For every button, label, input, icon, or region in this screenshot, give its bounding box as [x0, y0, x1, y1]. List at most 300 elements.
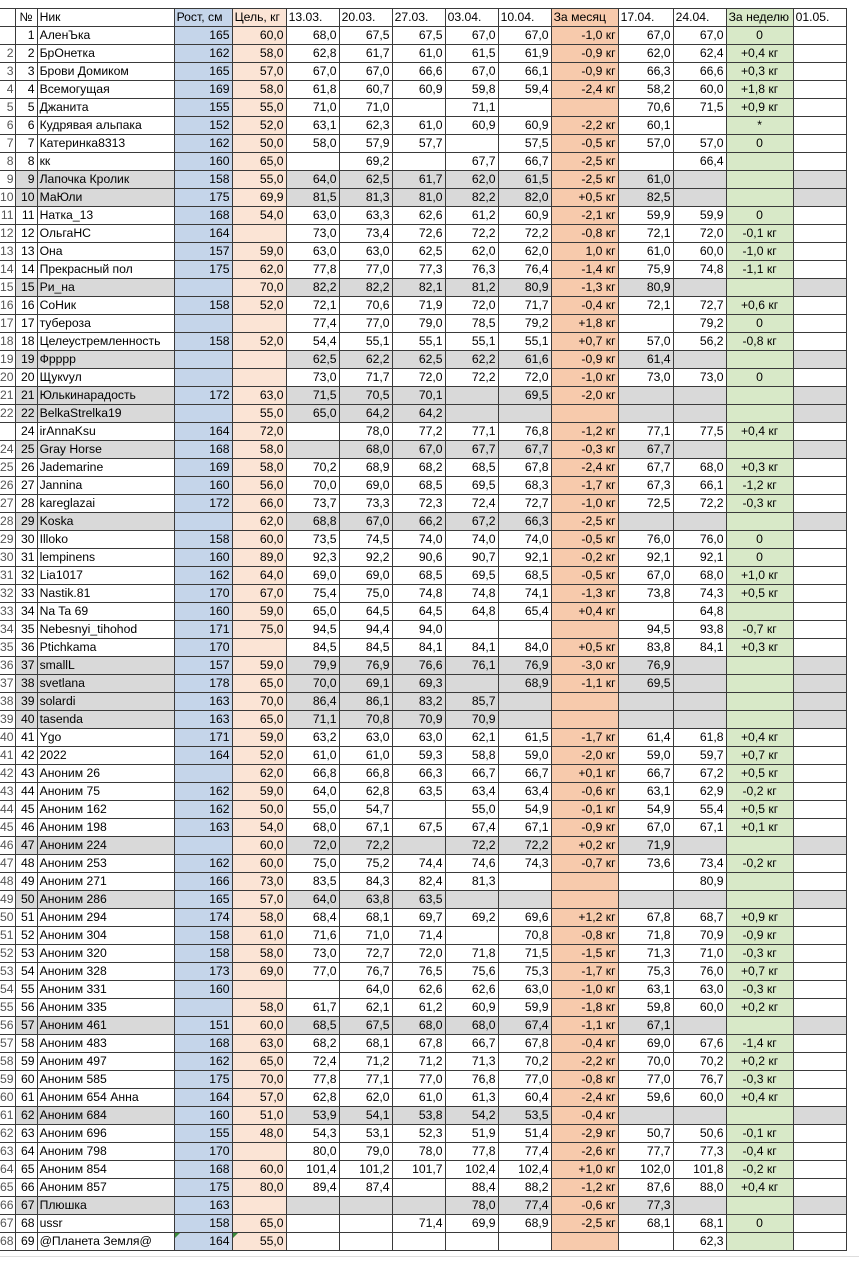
row-header[interactable]: 22: [0, 405, 15, 423]
cell-nick[interactable]: Аноним 585: [37, 1071, 174, 1089]
cell-weight[interactable]: 76,0: [618, 531, 673, 549]
cell-weight[interactable]: 63,0: [673, 981, 726, 999]
cell-weight[interactable]: [445, 675, 498, 693]
cell-no[interactable]: 59: [15, 1053, 37, 1071]
cell-weight[interactable]: 84,0: [498, 639, 551, 657]
row-header[interactable]: 41: [0, 747, 15, 765]
cell-height[interactable]: 168: [174, 207, 232, 225]
cell-week-change[interactable]: [726, 603, 793, 621]
cell-weight[interactable]: 89,4: [286, 1179, 339, 1197]
cell-nick[interactable]: Jannina: [37, 477, 174, 495]
cell-weight[interactable]: 59,0: [498, 747, 551, 765]
cell-no[interactable]: 7: [15, 135, 37, 153]
cell-week-change[interactable]: 0: [726, 1215, 793, 1233]
cell-weight[interactable]: 71,2: [339, 1053, 392, 1071]
cell-goal[interactable]: 57,0: [232, 891, 286, 909]
cell-no[interactable]: 57: [15, 1017, 37, 1035]
cell-weight[interactable]: 64,0: [286, 783, 339, 801]
cell-weight[interactable]: [618, 1107, 673, 1125]
cell-height[interactable]: 160: [174, 153, 232, 171]
cell-weight[interactable]: [392, 1233, 445, 1251]
cell-nick[interactable]: lempinens: [37, 549, 174, 567]
cell-weight[interactable]: 70,8: [498, 927, 551, 945]
cell-weight[interactable]: 66,3: [498, 513, 551, 531]
cell-weight[interactable]: [793, 513, 846, 531]
cell-height[interactable]: [174, 513, 232, 531]
cell-week-change[interactable]: +0,5 кг: [726, 765, 793, 783]
cell-month-change[interactable]: -2,0 кг: [551, 387, 618, 405]
cell-weight[interactable]: 81,2: [445, 279, 498, 297]
cell-no[interactable]: 29: [15, 513, 37, 531]
cell-weight[interactable]: 72,1: [618, 297, 673, 315]
cell-weight[interactable]: 74,6: [445, 855, 498, 873]
cell-weight[interactable]: 59,9: [673, 207, 726, 225]
cell-weight[interactable]: [793, 333, 846, 351]
cell-weight[interactable]: 74,0: [445, 531, 498, 549]
row-header[interactable]: 49: [0, 891, 15, 909]
cell-weight[interactable]: 76,1: [445, 657, 498, 675]
cell-week-change[interactable]: +0,1 кг: [726, 819, 793, 837]
cell-weight[interactable]: [618, 387, 673, 405]
cell-weight[interactable]: 92,2: [339, 549, 392, 567]
cell-weight[interactable]: 67,0: [445, 63, 498, 81]
cell-weight[interactable]: 71,0: [673, 945, 726, 963]
cell-weight[interactable]: [618, 873, 673, 891]
cell-weight[interactable]: 77,8: [286, 261, 339, 279]
cell-weight[interactable]: 71,0: [286, 99, 339, 117]
cell-goal[interactable]: 60,0: [232, 1017, 286, 1035]
cell-weight[interactable]: 67,8: [498, 1035, 551, 1053]
cell-goal[interactable]: 52,0: [232, 297, 286, 315]
cell-week-change[interactable]: +0,2 кг: [726, 999, 793, 1017]
cell-weight[interactable]: 61,7: [392, 171, 445, 189]
cell-weight[interactable]: [673, 891, 726, 909]
cell-weight[interactable]: 88,2: [498, 1179, 551, 1197]
cell-weight[interactable]: 62,3: [339, 117, 392, 135]
cell-weight[interactable]: 59,9: [618, 207, 673, 225]
cell-goal[interactable]: 54,0: [232, 819, 286, 837]
cell-no[interactable]: 56: [15, 999, 37, 1017]
cell-height[interactable]: 163: [174, 711, 232, 729]
cell-weight[interactable]: [793, 63, 846, 81]
cell-week-change[interactable]: +0,4 кг: [726, 1179, 793, 1197]
cell-weight[interactable]: [286, 981, 339, 999]
cell-goal[interactable]: 48,0: [232, 1125, 286, 1143]
cell-goal[interactable]: 60,0: [232, 27, 286, 45]
cell-no[interactable]: 4: [15, 81, 37, 99]
cell-height[interactable]: 171: [174, 729, 232, 747]
cell-weight[interactable]: 61,8: [286, 81, 339, 99]
cell-week-change[interactable]: +0,7 кг: [726, 963, 793, 981]
cell-weight[interactable]: 62,5: [392, 243, 445, 261]
cell-weight[interactable]: [793, 729, 846, 747]
cell-goal[interactable]: [232, 1197, 286, 1215]
cell-weight[interactable]: 72,3: [392, 495, 445, 513]
cell-weight[interactable]: 81,3: [445, 873, 498, 891]
cell-weight[interactable]: [793, 603, 846, 621]
cell-weight[interactable]: [673, 1017, 726, 1035]
cell-weight[interactable]: 69,9: [445, 1215, 498, 1233]
cell-weight[interactable]: [793, 387, 846, 405]
cell-weight[interactable]: 66,8: [339, 765, 392, 783]
cell-weight[interactable]: 90,6: [392, 549, 445, 567]
cell-weight[interactable]: 76,6: [392, 657, 445, 675]
cell-weight[interactable]: 69,3: [392, 675, 445, 693]
row-header[interactable]: 56: [0, 1017, 15, 1035]
cell-weight[interactable]: [445, 891, 498, 909]
cell-weight[interactable]: 72,0: [445, 297, 498, 315]
cell-week-change[interactable]: 0: [726, 135, 793, 153]
cell-weight[interactable]: [673, 711, 726, 729]
cell-weight[interactable]: 54,4: [286, 333, 339, 351]
cell-weight[interactable]: 70,1: [392, 387, 445, 405]
cell-weight[interactable]: [618, 603, 673, 621]
cell-weight[interactable]: 74,0: [392, 531, 445, 549]
row-header[interactable]: 39: [0, 711, 15, 729]
cell-nick[interactable]: Всемогущая: [37, 81, 174, 99]
cell-height[interactable]: [174, 837, 232, 855]
cell-weight[interactable]: 69,7: [392, 909, 445, 927]
cell-month-change[interactable]: -1,8 кг: [551, 999, 618, 1017]
cell-weight[interactable]: 71,3: [445, 1053, 498, 1071]
cell-weight[interactable]: 61,9: [498, 45, 551, 63]
cell-month-change[interactable]: +0,5 кг: [551, 639, 618, 657]
cell-weight[interactable]: [793, 999, 846, 1017]
cell-weight[interactable]: [793, 351, 846, 369]
cell-goal[interactable]: 59,0: [232, 783, 286, 801]
cell-month-change[interactable]: -0,6 кг: [551, 1197, 618, 1215]
cell-weight[interactable]: 80,9: [618, 279, 673, 297]
cell-week-change[interactable]: [726, 873, 793, 891]
cell-weight[interactable]: 69,0: [339, 477, 392, 495]
cell-no[interactable]: 25: [15, 441, 37, 459]
cell-weight[interactable]: [286, 1197, 339, 1215]
cell-weight[interactable]: 70,0: [286, 477, 339, 495]
cell-no[interactable]: 39: [15, 693, 37, 711]
cell-week-change[interactable]: +0,5 кг: [726, 585, 793, 603]
cell-no[interactable]: 52: [15, 927, 37, 945]
row-header[interactable]: 2: [0, 45, 15, 63]
cell-weight[interactable]: 71,1: [286, 711, 339, 729]
cell-weight[interactable]: [673, 189, 726, 207]
cell-weight[interactable]: 53,9: [286, 1107, 339, 1125]
cell-weight[interactable]: 70,9: [445, 711, 498, 729]
col-header-date[interactable]: 10.04.: [498, 9, 551, 27]
cell-month-change[interactable]: +1,8 кг: [551, 315, 618, 333]
cell-weight[interactable]: 62,8: [339, 783, 392, 801]
cell-nick[interactable]: Аноним 328: [37, 963, 174, 981]
row-header[interactable]: 7: [0, 135, 15, 153]
cell-weight[interactable]: [793, 81, 846, 99]
cell-goal[interactable]: 60,0: [232, 531, 286, 549]
cell-weight[interactable]: 72,6: [392, 225, 445, 243]
cell-goal[interactable]: 70,0: [232, 1071, 286, 1089]
cell-weight[interactable]: 82,1: [392, 279, 445, 297]
cell-weight[interactable]: 68,0: [286, 27, 339, 45]
cell-weight[interactable]: 72,7: [339, 945, 392, 963]
cell-goal[interactable]: 58,0: [232, 45, 286, 63]
row-header[interactable]: 26: [0, 477, 15, 495]
cell-week-change[interactable]: [726, 441, 793, 459]
cell-weight[interactable]: [618, 405, 673, 423]
cell-weight[interactable]: 56,2: [673, 333, 726, 351]
cell-weight[interactable]: 61,0: [392, 45, 445, 63]
cell-no[interactable]: 8: [15, 153, 37, 171]
cell-height[interactable]: 170: [174, 1143, 232, 1161]
cell-height[interactable]: 158: [174, 297, 232, 315]
cell-weight[interactable]: 102,4: [498, 1161, 551, 1179]
cell-week-change[interactable]: +0,4 кг: [726, 1089, 793, 1107]
cell-height[interactable]: 163: [174, 819, 232, 837]
cell-month-change[interactable]: -1,1 кг: [551, 1017, 618, 1035]
cell-weight[interactable]: 66,7: [618, 765, 673, 783]
cell-week-change[interactable]: -0,1 кг: [726, 1125, 793, 1143]
cell-height[interactable]: 160: [174, 549, 232, 567]
cell-no[interactable]: 15: [15, 279, 37, 297]
cell-weight[interactable]: [793, 549, 846, 567]
cell-weight[interactable]: 84,5: [286, 639, 339, 657]
cell-weight[interactable]: 69,5: [445, 477, 498, 495]
cell-week-change[interactable]: [726, 1233, 793, 1251]
cell-weight[interactable]: 60,0: [673, 999, 726, 1017]
cell-weight[interactable]: 59,8: [618, 999, 673, 1017]
cell-weight[interactable]: 69,1: [339, 675, 392, 693]
cell-nick[interactable]: Лапочка Кролик: [37, 171, 174, 189]
cell-goal[interactable]: 89,0: [232, 549, 286, 567]
cell-month-change[interactable]: -1,4 кг: [551, 261, 618, 279]
cell-weight[interactable]: 63,0: [339, 729, 392, 747]
cell-weight[interactable]: 69,2: [445, 909, 498, 927]
cell-height[interactable]: 163: [174, 693, 232, 711]
cell-weight[interactable]: 55,1: [339, 333, 392, 351]
cell-weight[interactable]: [498, 405, 551, 423]
cell-weight[interactable]: 64,8: [445, 603, 498, 621]
cell-nick[interactable]: МаЮли: [37, 189, 174, 207]
cell-weight[interactable]: 72,5: [618, 495, 673, 513]
cell-goal[interactable]: 65,0: [232, 153, 286, 171]
cell-month-change[interactable]: -2,0 кг: [551, 747, 618, 765]
cell-height[interactable]: 155: [174, 1125, 232, 1143]
cell-weight[interactable]: [673, 513, 726, 531]
cell-month-change[interactable]: +0,2 кг: [551, 837, 618, 855]
cell-weight[interactable]: 77,0: [339, 315, 392, 333]
row-header[interactable]: 42: [0, 765, 15, 783]
cell-weight[interactable]: 66,1: [673, 477, 726, 495]
cell-weight[interactable]: 68,0: [445, 1017, 498, 1035]
cell-height[interactable]: [174, 315, 232, 333]
cell-weight[interactable]: 57,0: [673, 135, 726, 153]
cell-goal[interactable]: [232, 225, 286, 243]
cell-no[interactable]: 36: [15, 639, 37, 657]
cell-weight[interactable]: [673, 117, 726, 135]
cell-weight[interactable]: 68,2: [392, 459, 445, 477]
cell-weight[interactable]: [618, 153, 673, 171]
cell-nick[interactable]: Юлькинарадость: [37, 387, 174, 405]
cell-week-change[interactable]: -0,2 кг: [726, 1161, 793, 1179]
cell-nick[interactable]: Щукvул: [37, 369, 174, 387]
cell-weight[interactable]: 63,2: [286, 729, 339, 747]
cell-no[interactable]: 46: [15, 819, 37, 837]
cell-weight[interactable]: 60,9: [445, 117, 498, 135]
cell-weight[interactable]: 61,5: [498, 729, 551, 747]
cell-weight[interactable]: 55,1: [392, 333, 445, 351]
row-header[interactable]: 29: [0, 531, 15, 549]
cell-weight[interactable]: 67,6: [673, 1035, 726, 1053]
cell-goal[interactable]: 56,0: [232, 477, 286, 495]
cell-weight[interactable]: 84,1: [392, 639, 445, 657]
cell-goal[interactable]: 57,0: [232, 63, 286, 81]
cell-weight[interactable]: 60,9: [498, 117, 551, 135]
cell-height[interactable]: 164: [174, 225, 232, 243]
cell-weight[interactable]: 67,1: [498, 819, 551, 837]
cell-weight[interactable]: [339, 1233, 392, 1251]
cell-weight[interactable]: 71,3: [618, 945, 673, 963]
cell-weight[interactable]: [793, 1089, 846, 1107]
cell-weight[interactable]: [673, 657, 726, 675]
cell-weight[interactable]: [793, 693, 846, 711]
cell-weight[interactable]: 57,0: [618, 333, 673, 351]
row-header[interactable]: 17: [0, 315, 15, 333]
row-header[interactable]: 10: [0, 189, 15, 207]
cell-nick[interactable]: Gray Horse: [37, 441, 174, 459]
cell-weight[interactable]: 64,0: [339, 981, 392, 999]
cell-height[interactable]: 164: [174, 1233, 232, 1251]
cell-weight[interactable]: 75,3: [618, 963, 673, 981]
cell-weight[interactable]: 65,0: [286, 405, 339, 423]
cell-nick[interactable]: кк: [37, 153, 174, 171]
row-header[interactable]: 8: [0, 153, 15, 171]
cell-weight[interactable]: 71,0: [339, 99, 392, 117]
cell-goal[interactable]: 52,0: [232, 747, 286, 765]
cell-weight[interactable]: 67,0: [673, 27, 726, 45]
cell-no[interactable]: 34: [15, 603, 37, 621]
cell-weight[interactable]: 67,0: [339, 513, 392, 531]
cell-weight[interactable]: 71,4: [392, 927, 445, 945]
cell-weight[interactable]: 74,3: [673, 585, 726, 603]
cell-weight[interactable]: 72,1: [618, 225, 673, 243]
cell-month-change[interactable]: -2,5 кг: [551, 513, 618, 531]
cell-weight[interactable]: 67,0: [618, 27, 673, 45]
cell-nick[interactable]: Ри_на: [37, 279, 174, 297]
cell-month-change[interactable]: -0,4 кг: [551, 297, 618, 315]
cell-weight[interactable]: 64,0: [286, 171, 339, 189]
cell-weight[interactable]: 66,1: [498, 63, 551, 81]
cell-weight[interactable]: 101,2: [339, 1161, 392, 1179]
cell-goal[interactable]: 61,0: [232, 927, 286, 945]
col-header-month[interactable]: За месяц: [551, 9, 618, 27]
cell-weight[interactable]: 82,2: [286, 279, 339, 297]
cell-month-change[interactable]: -0,2 кг: [551, 549, 618, 567]
row-header[interactable]: 38: [0, 693, 15, 711]
cell-weight[interactable]: 92,1: [618, 549, 673, 567]
cell-weight[interactable]: 60,0: [673, 243, 726, 261]
cell-weight[interactable]: [793, 621, 846, 639]
cell-month-change[interactable]: [551, 1233, 618, 1251]
row-header[interactable]: 35: [0, 639, 15, 657]
cell-month-change[interactable]: -2,6 кг: [551, 1143, 618, 1161]
cell-no[interactable]: 10: [15, 189, 37, 207]
cell-weight[interactable]: [673, 1107, 726, 1125]
cell-goal[interactable]: 60,0: [232, 855, 286, 873]
row-header[interactable]: 4: [0, 81, 15, 99]
cell-week-change[interactable]: [726, 657, 793, 675]
cell-nick[interactable]: Аноним 286: [37, 891, 174, 909]
cell-month-change[interactable]: -1,2 кг: [551, 423, 618, 441]
cell-weight[interactable]: 67,0: [618, 819, 673, 837]
row-header[interactable]: 61: [0, 1107, 15, 1125]
cell-goal[interactable]: 65,0: [232, 675, 286, 693]
row-header[interactable]: 65: [0, 1179, 15, 1197]
row-header[interactable]: [0, 27, 15, 45]
cell-weight[interactable]: [618, 693, 673, 711]
cell-height[interactable]: 168: [174, 441, 232, 459]
cell-month-change[interactable]: -2,5 кг: [551, 171, 618, 189]
cell-no[interactable]: 27: [15, 477, 37, 495]
cell-month-change[interactable]: +1,0 кг: [551, 1161, 618, 1179]
row-header[interactable]: [0, 423, 15, 441]
cell-weight[interactable]: 80,9: [673, 873, 726, 891]
cell-nick[interactable]: Аноним 294: [37, 909, 174, 927]
cell-weight[interactable]: 68,0: [392, 1017, 445, 1035]
cell-week-change[interactable]: +0,4 кг: [726, 45, 793, 63]
cell-month-change[interactable]: -1,1 кг: [551, 675, 618, 693]
cell-nick[interactable]: Аноним 854: [37, 1161, 174, 1179]
cell-weight[interactable]: 54,1: [339, 1107, 392, 1125]
cell-weight[interactable]: [793, 675, 846, 693]
cell-weight[interactable]: [793, 801, 846, 819]
cell-weight[interactable]: [673, 387, 726, 405]
cell-no[interactable]: 22: [15, 405, 37, 423]
cell-weight[interactable]: 67,7: [498, 441, 551, 459]
cell-weight[interactable]: 70,2: [673, 1053, 726, 1071]
cell-weight[interactable]: 65,0: [286, 603, 339, 621]
cell-weight[interactable]: [793, 1125, 846, 1143]
cell-nick[interactable]: solardi: [37, 693, 174, 711]
cell-weight[interactable]: 81,0: [392, 189, 445, 207]
cell-goal[interactable]: 64,0: [232, 567, 286, 585]
cell-weight[interactable]: 94,5: [618, 621, 673, 639]
cell-nick[interactable]: Аноним 497: [37, 1053, 174, 1071]
cell-weight[interactable]: 71,6: [286, 927, 339, 945]
cell-weight[interactable]: 63,0: [286, 207, 339, 225]
cell-weight[interactable]: 68,5: [392, 477, 445, 495]
row-header[interactable]: 48: [0, 873, 15, 891]
col-header-date[interactable]: 20.03.: [339, 9, 392, 27]
row-header[interactable]: 27: [0, 495, 15, 513]
cell-no[interactable]: 17: [15, 315, 37, 333]
cell-weight[interactable]: 83,5: [286, 873, 339, 891]
row-header[interactable]: 45: [0, 819, 15, 837]
cell-weight[interactable]: 73,6: [618, 855, 673, 873]
cell-nick[interactable]: Аноним 320: [37, 945, 174, 963]
cell-nick[interactable]: Аноним 75: [37, 783, 174, 801]
cell-week-change[interactable]: [726, 513, 793, 531]
cell-weight[interactable]: 94,5: [286, 621, 339, 639]
cell-nick[interactable]: Фрррр: [37, 351, 174, 369]
cell-no[interactable]: 13: [15, 243, 37, 261]
cell-height[interactable]: 158: [174, 1215, 232, 1233]
cell-goal[interactable]: 58,0: [232, 441, 286, 459]
cell-weight[interactable]: 71,9: [392, 297, 445, 315]
cell-no[interactable]: 24: [15, 423, 37, 441]
cell-weight[interactable]: [793, 585, 846, 603]
cell-weight[interactable]: 62,0: [498, 243, 551, 261]
cell-weight[interactable]: 79,2: [498, 315, 551, 333]
cell-weight[interactable]: 77,0: [286, 963, 339, 981]
cell-goal[interactable]: 55,0: [232, 171, 286, 189]
cell-weight[interactable]: 71,5: [286, 387, 339, 405]
cell-weight[interactable]: [793, 423, 846, 441]
